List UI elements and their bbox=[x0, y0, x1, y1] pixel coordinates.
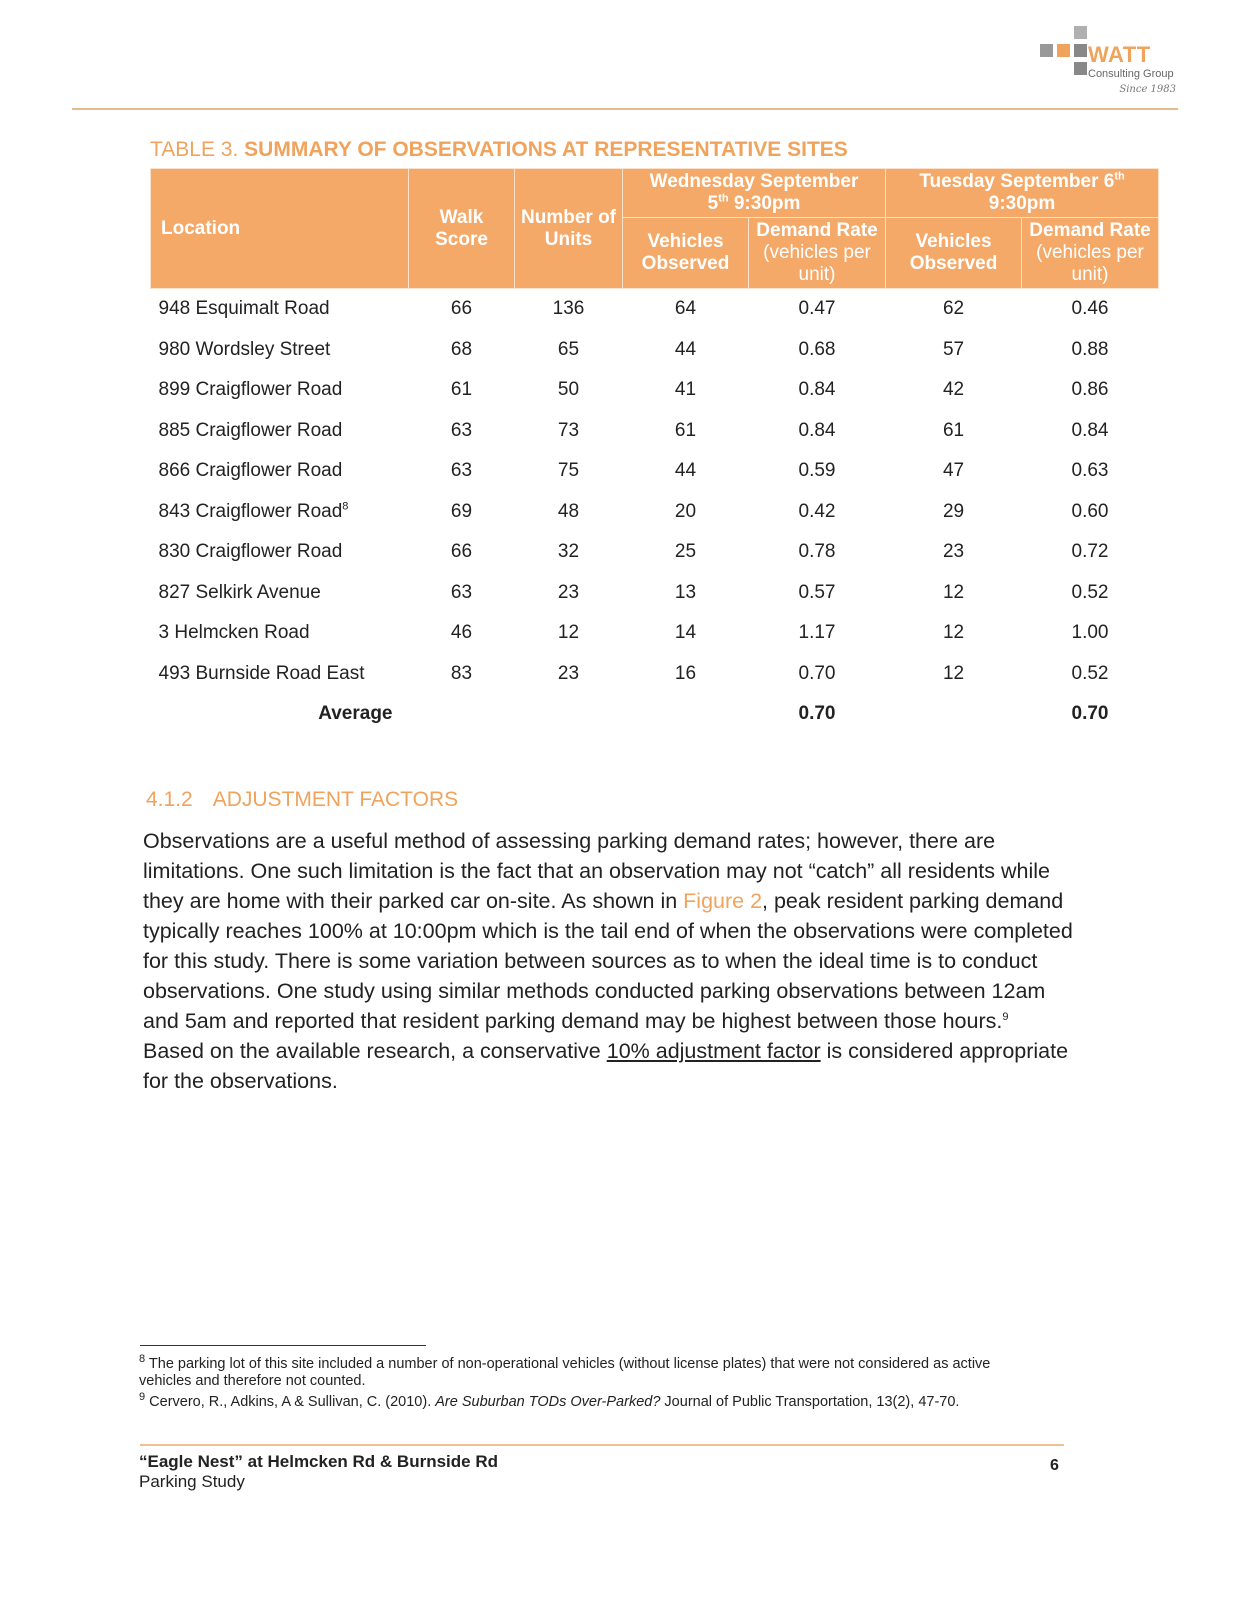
logo-brand: WATT bbox=[1088, 42, 1151, 67]
footer-divider bbox=[140, 1444, 1064, 1446]
header-tuesday-group: Tuesday September 6th 9:30pm bbox=[886, 169, 1159, 218]
table-row bbox=[151, 654, 1159, 695]
cell-tue-rate: 0.88 bbox=[1071, 338, 1109, 360]
average-wed-rate: 0.70 bbox=[798, 703, 836, 725]
body-paragraph: Observations are a useful method of assessing parking demand rates; however, there are limitations. One such limitation is the fact that an observation may not “catch” all residents while they are home with their parked car on-site. As shown in Figure 2, peak resident parking demand typically reaches 100% at 10:00pm which is the tail end of when the observations were completed for this study. There is some variation between sources as to when the ideal time is to conduct observations. One study using similar methods conducted parking observations between 12am and 5am and reported that resident parking demand may be highest between those hours.$^9$ Based on the available research, a conservative 10% adjustment factor is considered appropriate for the observations. bbox=[143, 829, 1073, 1093]
header-wed-demand: Demand Rate (vehicles per unit) bbox=[749, 218, 886, 289]
cell-location: 980 Wordsley Street bbox=[158, 338, 331, 360]
table-row bbox=[151, 613, 1159, 654]
header-units: Number of Units bbox=[515, 169, 623, 289]
cell-wed-veh: 44 bbox=[674, 338, 697, 360]
average-tue-rate: 0.70 bbox=[1071, 703, 1109, 725]
cell-wed-veh: 64 bbox=[674, 298, 697, 320]
table-row bbox=[151, 411, 1159, 452]
cell-units: 136 bbox=[552, 298, 585, 320]
cell-location: 899 Craigflower Road bbox=[158, 379, 343, 401]
cell-location: 843 Craigflower Road$^8$ bbox=[158, 500, 349, 522]
table-row bbox=[151, 289, 1159, 330]
footnote-ref-9: 9 bbox=[1002, 1010, 1009, 1023]
table-row bbox=[151, 451, 1159, 492]
header-divider bbox=[72, 108, 1178, 110]
header-wednesday-group: Wednesday September 5th 9:30pm bbox=[623, 169, 886, 218]
footer-subtitle: Parking Study bbox=[139, 1472, 245, 1491]
cell-walk: 46 bbox=[450, 622, 473, 644]
cell-tue-veh: 12 bbox=[942, 581, 965, 603]
cell-wed-rate: 0.84 bbox=[798, 419, 836, 441]
cell-wed-veh: 16 bbox=[674, 662, 697, 684]
logo-tagline: Consulting Group bbox=[1088, 68, 1174, 80]
cell-tue-rate: 0.84 bbox=[1071, 419, 1109, 441]
cell-location: 948 Esquimalt Road bbox=[158, 298, 330, 320]
header-location: Location bbox=[151, 169, 409, 289]
average-empty bbox=[409, 694, 749, 735]
cell-tue-veh: 61 bbox=[942, 419, 965, 441]
cell-walk: 68 bbox=[450, 338, 473, 360]
cell-wed-rate: 0.47 bbox=[798, 298, 836, 320]
cell-location: 830 Craigflower Road bbox=[158, 541, 343, 563]
cell-wed-veh: 13 bbox=[674, 581, 697, 603]
cell-location: 493 Burnside Road East bbox=[158, 662, 365, 684]
section-title: ADJUSTMENT FACTORS bbox=[212, 788, 459, 811]
cell-tue-veh: 12 bbox=[942, 662, 965, 684]
table-caption-prefix: TABLE 3. bbox=[150, 138, 239, 161]
cell-units: 73 bbox=[557, 419, 580, 441]
page-number: 6 bbox=[1050, 1457, 1059, 1474]
logo-since: Since 1983 bbox=[1119, 84, 1176, 95]
cell-tue-veh: 62 bbox=[942, 298, 965, 320]
cell-wed-veh: 14 bbox=[674, 622, 697, 644]
cell-tue-veh: 47 bbox=[942, 460, 965, 482]
cell-walk: 69 bbox=[450, 500, 473, 522]
table-caption-title: SUMMARY OF OBSERVATIONS AT REPRESENTATIVE SITES bbox=[244, 138, 848, 161]
header-tue-demand: Demand Rate (vehicles per unit) bbox=[1022, 218, 1159, 289]
cell-walk: 63 bbox=[450, 460, 473, 482]
footnote-8: $^8$ The parking lot of this site included a number of non-operational vehicles (without license plates) that were not considered as active vehicles and therefore not counted. bbox=[139, 1353, 991, 1389]
average-row bbox=[151, 694, 1159, 735]
company-logo bbox=[1040, 26, 1180, 98]
cell-tue-rate: 0.63 bbox=[1071, 460, 1109, 482]
cell-wed-veh: 25 bbox=[674, 541, 697, 563]
cell-wed-veh: 61 bbox=[674, 419, 697, 441]
cell-walk: 66 bbox=[450, 298, 473, 320]
cell-tue-veh: 42 bbox=[942, 379, 965, 401]
figure-2-link[interactable]: Figure 2 bbox=[683, 889, 763, 913]
table-row bbox=[151, 573, 1159, 614]
cell-tue-rate: 0.52 bbox=[1071, 662, 1109, 684]
cell-tue-rate: 0.52 bbox=[1071, 581, 1109, 603]
cell-wed-rate: 1.17 bbox=[798, 622, 836, 644]
cell-wed-rate: 0.59 bbox=[798, 460, 836, 482]
cell-units: 23 bbox=[557, 581, 580, 603]
table-row bbox=[151, 532, 1159, 573]
cell-tue-veh: 57 bbox=[942, 338, 965, 360]
cell-wed-rate: 0.78 bbox=[798, 541, 836, 563]
cell-walk: 66 bbox=[450, 541, 473, 563]
section-number: 4.1.2 bbox=[146, 788, 193, 811]
average-empty bbox=[886, 694, 1022, 735]
footer-title: “Eagle Nest” at Helmcken Rd & Burnside Rd bbox=[139, 1452, 498, 1471]
cell-wed-veh: 41 bbox=[674, 379, 697, 401]
section-heading bbox=[146, 788, 458, 812]
adjustment-factor-text: 10% adjustment factor bbox=[606, 1039, 821, 1063]
cell-walk: 61 bbox=[450, 379, 473, 401]
observations-table bbox=[150, 168, 1159, 735]
table-row bbox=[151, 330, 1159, 371]
cell-wed-rate: 0.57 bbox=[798, 581, 836, 603]
cell-units: 23 bbox=[557, 662, 580, 684]
table-row bbox=[151, 370, 1159, 411]
cell-wed-rate: 0.68 bbox=[798, 338, 836, 360]
cell-tue-rate: 0.72 bbox=[1071, 541, 1109, 563]
cell-walk: 63 bbox=[450, 581, 473, 603]
cell-tue-rate: 1.00 bbox=[1071, 622, 1109, 644]
cell-wed-rate: 0.70 bbox=[798, 662, 836, 684]
header-wed-vehicles: Vehicles Observed bbox=[623, 218, 749, 289]
cell-units: 65 bbox=[557, 338, 580, 360]
footnote-9: $^9$ Cervero, R., Adkins, A & Sullivan, C. (2010). Are Suburban TODs Over-Parked? Journal of Public Transportation, 13(2), 47-70. bbox=[139, 1391, 960, 1410]
average-label: Average bbox=[318, 703, 393, 725]
table-caption bbox=[150, 138, 848, 162]
cell-walk: 83 bbox=[450, 662, 473, 684]
cell-units: 50 bbox=[557, 379, 580, 401]
cell-location: 885 Craigflower Road bbox=[158, 419, 343, 441]
cell-location: 3 Helmcken Road bbox=[158, 622, 310, 644]
cell-wed-veh: 20 bbox=[674, 500, 697, 522]
table-row bbox=[151, 492, 1159, 533]
cell-units: 48 bbox=[557, 500, 580, 522]
header-walk-score: Walk Score bbox=[409, 169, 515, 289]
footnote-divider bbox=[140, 1345, 426, 1346]
cell-tue-rate: 0.46 bbox=[1071, 298, 1109, 320]
cell-tue-rate: 0.60 bbox=[1071, 500, 1109, 522]
cell-wed-veh: 44 bbox=[674, 460, 697, 482]
cell-units: 32 bbox=[557, 541, 580, 563]
cell-walk: 63 bbox=[450, 419, 473, 441]
cell-wed-rate: 0.42 bbox=[798, 500, 836, 522]
cell-units: 12 bbox=[557, 622, 580, 644]
header-tue-vehicles: Vehicles Observed bbox=[886, 218, 1022, 289]
cell-location: 866 Craigflower Road bbox=[158, 460, 343, 482]
cell-units: 75 bbox=[557, 460, 580, 482]
cell-location: 827 Selkirk Avenue bbox=[158, 581, 321, 603]
cell-tue-veh: 23 bbox=[942, 541, 965, 563]
cell-wed-rate: 0.84 bbox=[798, 379, 836, 401]
cell-tue-rate: 0.86 bbox=[1071, 379, 1109, 401]
cell-tue-veh: 29 bbox=[942, 500, 965, 522]
cell-tue-veh: 12 bbox=[942, 622, 965, 644]
